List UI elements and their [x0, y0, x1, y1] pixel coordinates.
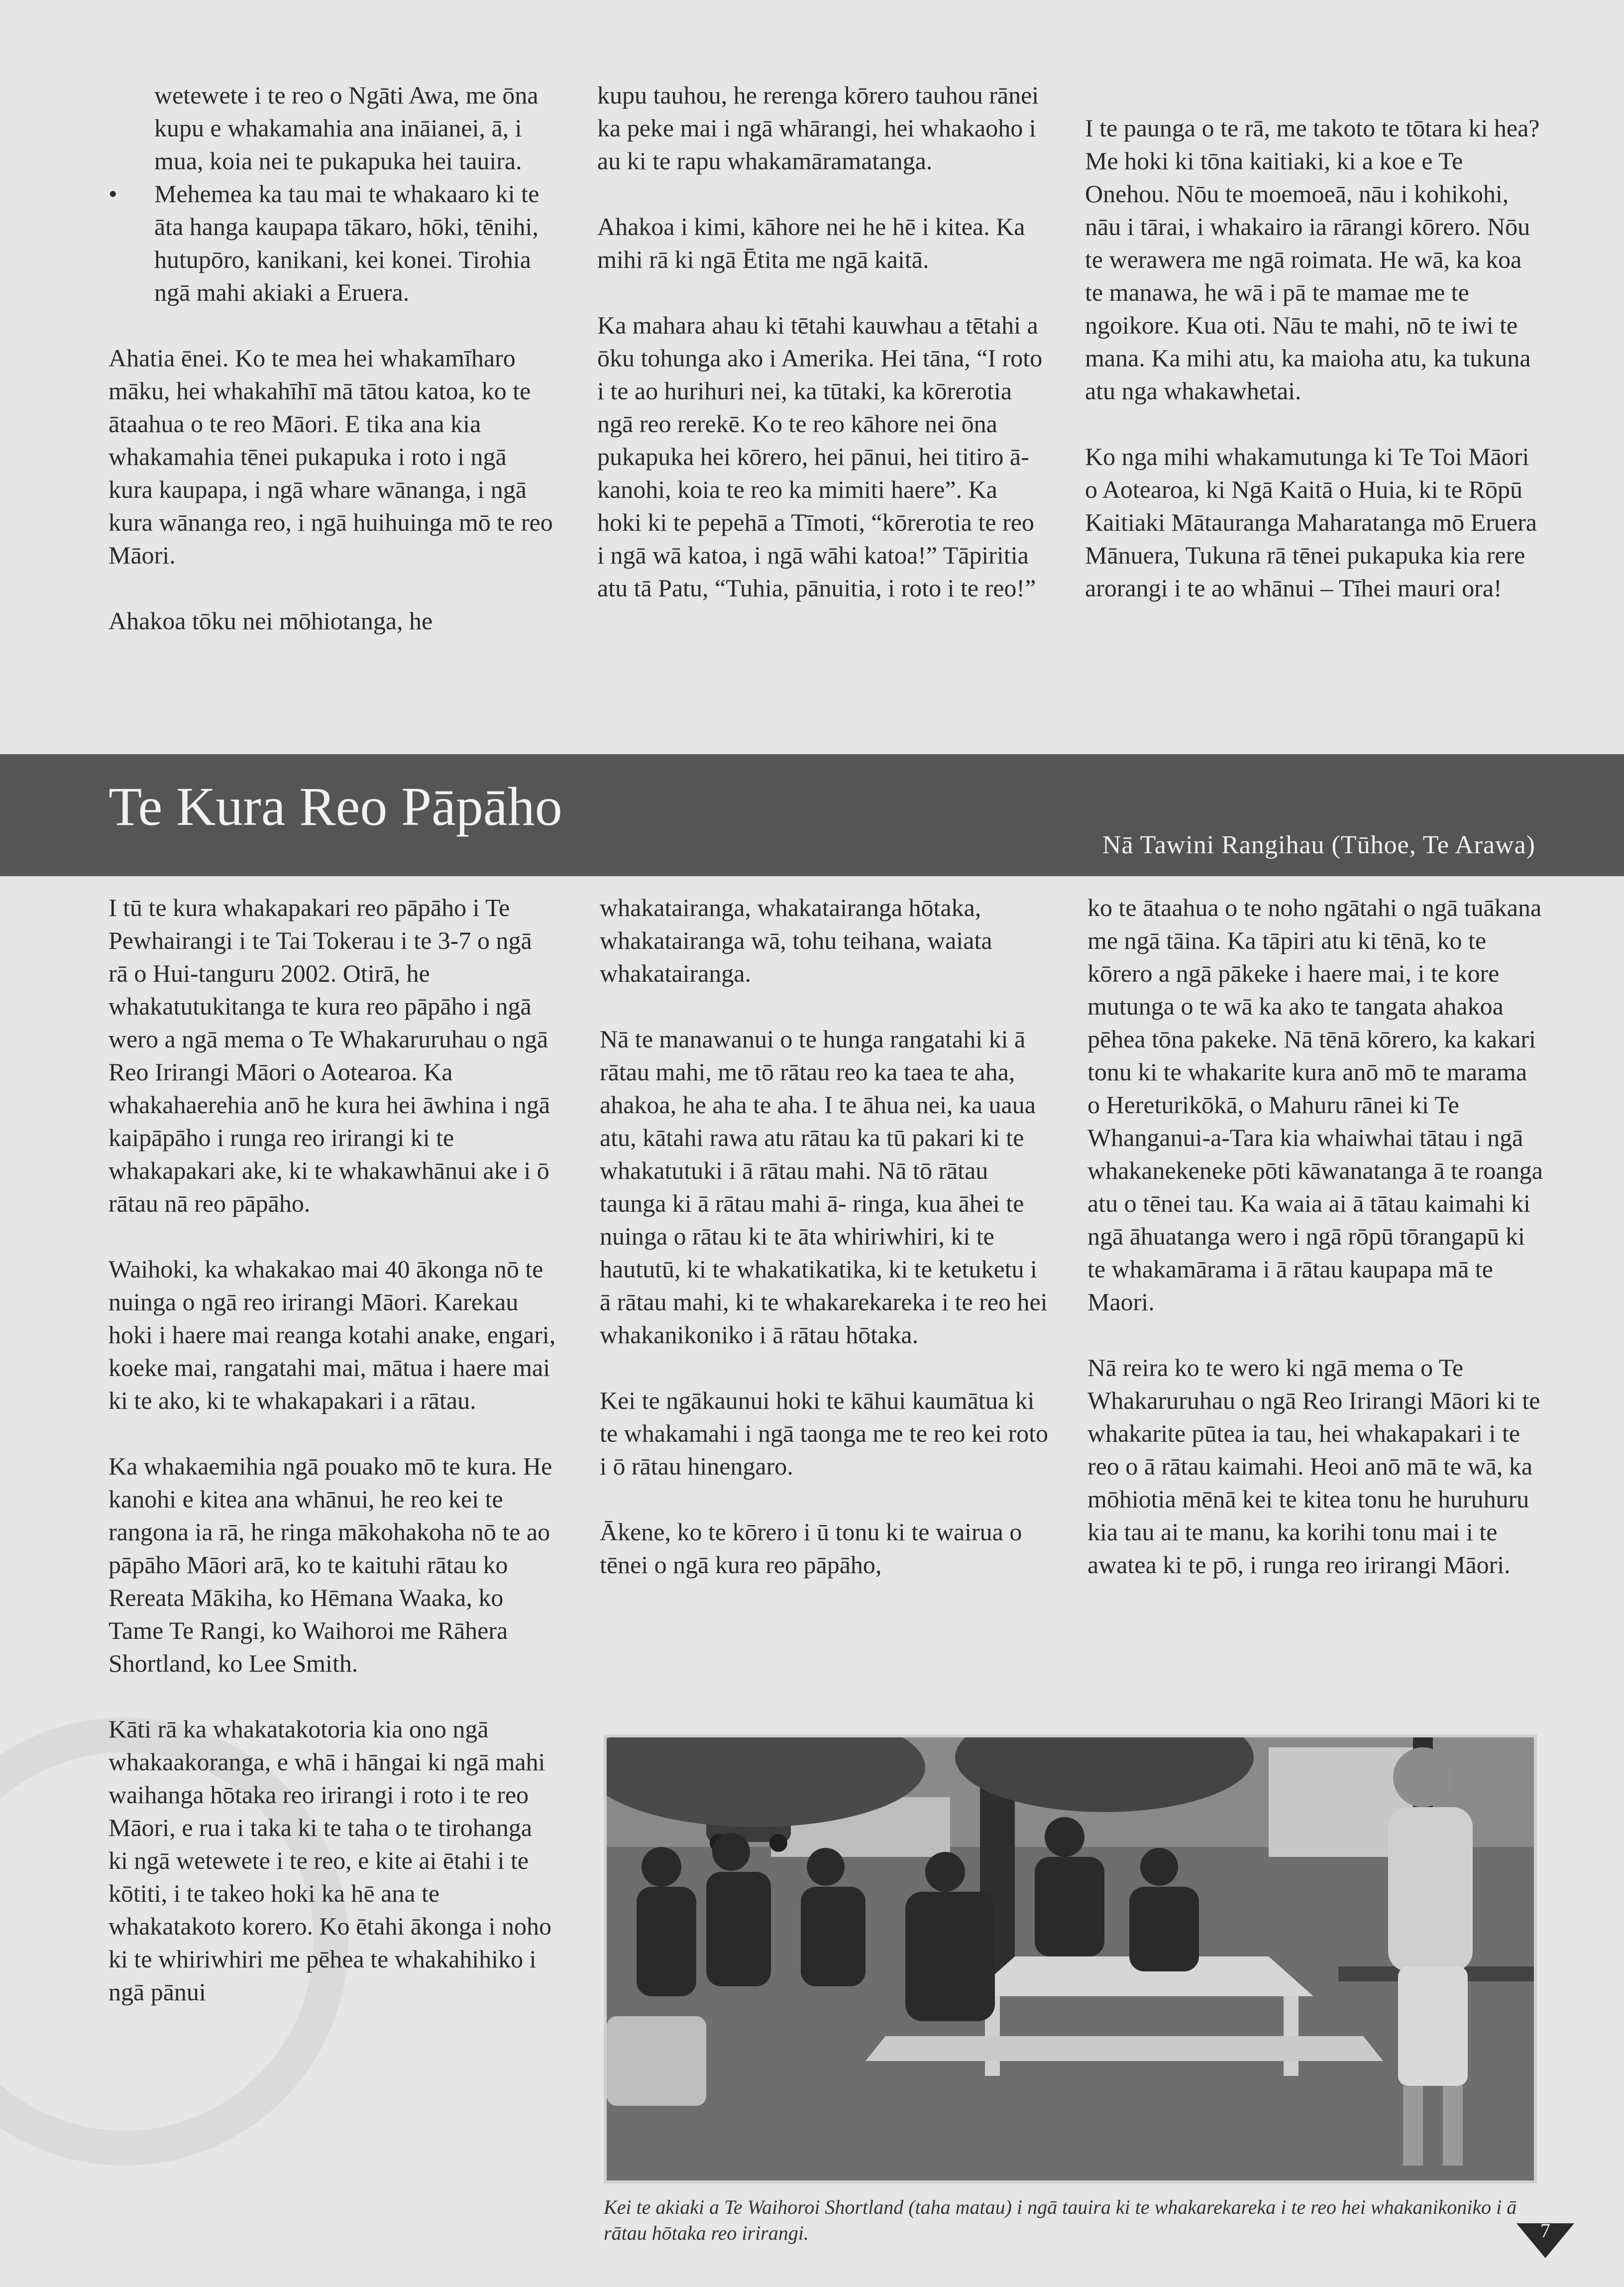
paragraph: whakatairanga, whakatairanga hōtaka, whakatairanga wā, tohu teihana, waiata whakatairanga.: [600, 894, 992, 987]
paragraph: I tū te kura whakapakari reo pāpāho i Te Pewhairangi i te Tai Tokerau i te 3-7 o ngā rā o Hui-tanguru 2002. Otirā, he whakatutukitanga te kura reo pāpāho i ngā wero a ngā mema o Te Whakaruruhau o ngā Reo Irirangi Māori o Aotearoa. Ka whakahaerehia anō he kura hei āwhina i ngā kaipāpāho i runga reo irirangi ki te whakapakari ake, ki te whakawhānui ake i ō rātau nā reo pāpāho.: [108, 894, 550, 1217]
paragraph: Nā reira ko te wero ki ngā mema o Te Whakaruruhau o ngā Reo Irirangi Māori ki te whakarite pūtea ia tau, hei whakapakari i te reo o ā rātau kaimahi. Heoi anō mā te wā, ka mōhiotia mēnā kei te kitea tonu he huruhuru kia tau ai te manu, ka korihi tonu mai i te awatea ki te pō, i runga reo irirangi Māori.: [1087, 1354, 1540, 1579]
workshop-photo: [604, 1734, 1537, 2183]
paragraph: kupu tauhou, he rerenga kōrero tauhou rānei ka peke mai i ngā whārangi, hei whakaoho i au ki te rapu whakamāramatanga.: [597, 81, 1039, 175]
paragraph: Ahakoa tōku nei mōhiotanga, he: [108, 607, 433, 635]
top-column-1: [108, 79, 556, 637]
top-column-2: [597, 79, 1045, 604]
paragraph: Kei te ngākaunui hoki te kāhui kaumātua ki te whakamahi i ngā taonga me te reo kei roto i ō rātau hinengaro.: [600, 1386, 1049, 1480]
paragraph: ko te ātaahua o te noho ngātahi o ngā tuākana me ngā tāina. Ka tāpiri atu ki tēnā, ko te kōrero a ngā pākeke i haere mai, i te kore mutunga o te wā ka ako te tangata ahakoa pēhea tōna pakeke. Nā tēnā kōrero, ka kakari tonu ki te whakarite kura anō mō te marama o Hereturikōkā, o Mahuru rānei ki Te Whanganui-a-Tara kia whaiwhai tātau i ngā whakanekeneke pōti kāwanatanga ā te roanga atu o tēnei tau. Ka waia ai ā tātau kaimahi ki ngā āhuatanga wero i ngā rōpū tōrangapū ki te whakamārama i ā rātau kaupapa mā te Maori.: [1087, 894, 1543, 1316]
article-column-2: [600, 891, 1050, 1581]
paragraph: Nā te manawanui o te hunga rangatahi ki ā rātau mahi, me tō rātau reo ka taea te aha, ahakoa, he aha te aha. I te āhua nei, ka uaua atu, kātahi rawa atu rātau ka tū pakari ki te whakatutuki i ā rātau mahi. Nā tō rātau taunga ki ā rātau mahi ā- ringa, kua āhei te nuinga o rātau ki te āta whiriwhiri, ki te haututū, ki te whakatikatika, ki te ketuketu i ā rātau mahi, ki te whakarekareka i te reo hei whakanikoniko i ā rātau hōtaka.: [600, 1025, 1048, 1349]
photo-illustration: [607, 1737, 1534, 2180]
article-byline: Nā Tawini Rangihau (Tūhoe, Te Arawa): [1102, 831, 1535, 859]
paragraph: Ahakoa i kimi, kāhore nei he hē i kitea. Ka mihi rā ki ngā Ētita me ngā kaitā.: [597, 213, 1025, 273]
paragraph: Ka whakaemihia ngā pouako mō te kura. He kanohi e kitea ana whānui, he reo kei te rangona ia rā, he ringa mākohakoha nō te ao pāpāho Māori arā, ko te kaituhi rātau ko Rereata Mākiha, ko Hēmana Waaka, ko Tame Te Rangi, ko Waihoroi me Rāhera Shortland, ko Lee Smith.: [108, 1452, 552, 1677]
paragraph: Waihoki, ka whakakao mai 40 ākonga nō te nuinga o ngā reo irirangi Māori. Karekau hoki i haere mai reanga kotahi anake, engari, koeke mai, rangatahi mai, mātua i haere mai ki te ako, ki te whakapakari i a rātau.: [108, 1255, 556, 1414]
top-column-3: [1085, 112, 1543, 604]
paragraph: Ākene, ko te kōrero i ū tonu ki te wairua o tēnei o ngā kura reo pāpāho,: [600, 1518, 1022, 1579]
bullet-item: [108, 177, 556, 309]
article-title: Te Kura Reo Pāpāho: [108, 776, 562, 837]
article-banner: [0, 754, 1624, 876]
paragraph: Ahatia ēnei. Ko te mea hei whakamīharo māku, hei whakahīhī mā tātou katoa, ko te ātaahua o te reo Māori. E tika ana kia whakamahia tēnei pukapuka i roto i ngā kura kaupapa, i ngā whare wānanga, i ngā kura wānanga reo, i ngā huihuinga mō te reo Māori.: [108, 344, 553, 569]
article-column-1: [108, 891, 556, 2008]
paragraph: Ka mahara ahau ki tētahi kauwhau a tētahi a ōku tohunga ako i Amerika. Hei tāna, “I roto i te ao hurihuri nei, ka tūtaki, ka kōrerotia ngā reo rerekē. Ko te reo kāhore nei ōna pukapuka hei kōrero, hei pānui, hei titiro ā-kanohi, koia te reo ka mimiti haere”. Ka hoki ki te pepehā a Tīmoti, “kōrerotia te reo i ngā wā katoa, i ngā wāhi katoa!” Tāpiritia atu tā Patu, “Tuhia, pānuitia, i roto i te reo!”: [597, 311, 1043, 602]
page-number: 7: [1540, 2219, 1550, 2242]
paragraph: Ko nga mihi whakamutunga ki Te Toi Māori o Aotearoa, ki Ngā Kaitā o Huia, ki te Rōpū Kaitiaki Mātauranga Maharatanga mō Eruera Mānuera, Tukuna rā tēnei pukapuka kia rere arorangi i te ao whānui – Tīhei mauri ora!: [1085, 443, 1537, 602]
paragraph: Kāti rā ka whakatakotoria kia ono ngā whakaakoranga, e whā i hāngai ki ngā mahi waihanga hōtaka reo irirangi i roto i te reo Māori, e rua i taka ki te taha o te tirohanga ki ngā wetewete i te reo, e kite ai ētahi i te kōtiti, i te takeo hoki ka hē ana te whakatakoto korero. Ko ētahi ākonga i noho ki te whiriwhiri me pēhea te whakahihiko i ngā pānui: [108, 1715, 552, 2006]
paragraph: I te paunga o te rā, me takoto te tōtara ki hea? Me hoki ki tōna kaitiaki, ki a koe e Te Onehou. Nōu te moemoeā, nāu i kohikohi, nāu i tārai, i whakairo ia rārangi kōrero. Nōu te werawera me ngā roimata. He wā, ka koa te manawa, he wā i pā te mamae me te ngoikore. Kua oti. Nāu te mahi, nō te iwi te mana. Ka mihi atu, ka maioha atu, ka tukuna atu nga whakawhetai.: [1085, 114, 1540, 405]
article-column-3: [1087, 891, 1543, 1581]
bullet-text: • Mehemea ka tau mai te whakaaro ki te āta hanga kaupapa tākaro, hōki, tēnihi, hutupōro, kanikani, kei konei. Tirohia ngā mahi akiaki a Eruera.: [154, 177, 556, 309]
photo-caption: Kei te akiaki a Te Waihoroi Shortland (taha matau) i ngā tauira ki te whakarekareka i te reo hei whakanikoniko i ā rātau hōtaka reo irirangi.: [604, 2196, 1517, 2244]
paragraph: wetewete i te reo o Ngāti Awa, me ōna kupu e whakamahia ana ināianei, ā, i mua, koia nei te pukapuka hei tauira.: [154, 81, 539, 175]
